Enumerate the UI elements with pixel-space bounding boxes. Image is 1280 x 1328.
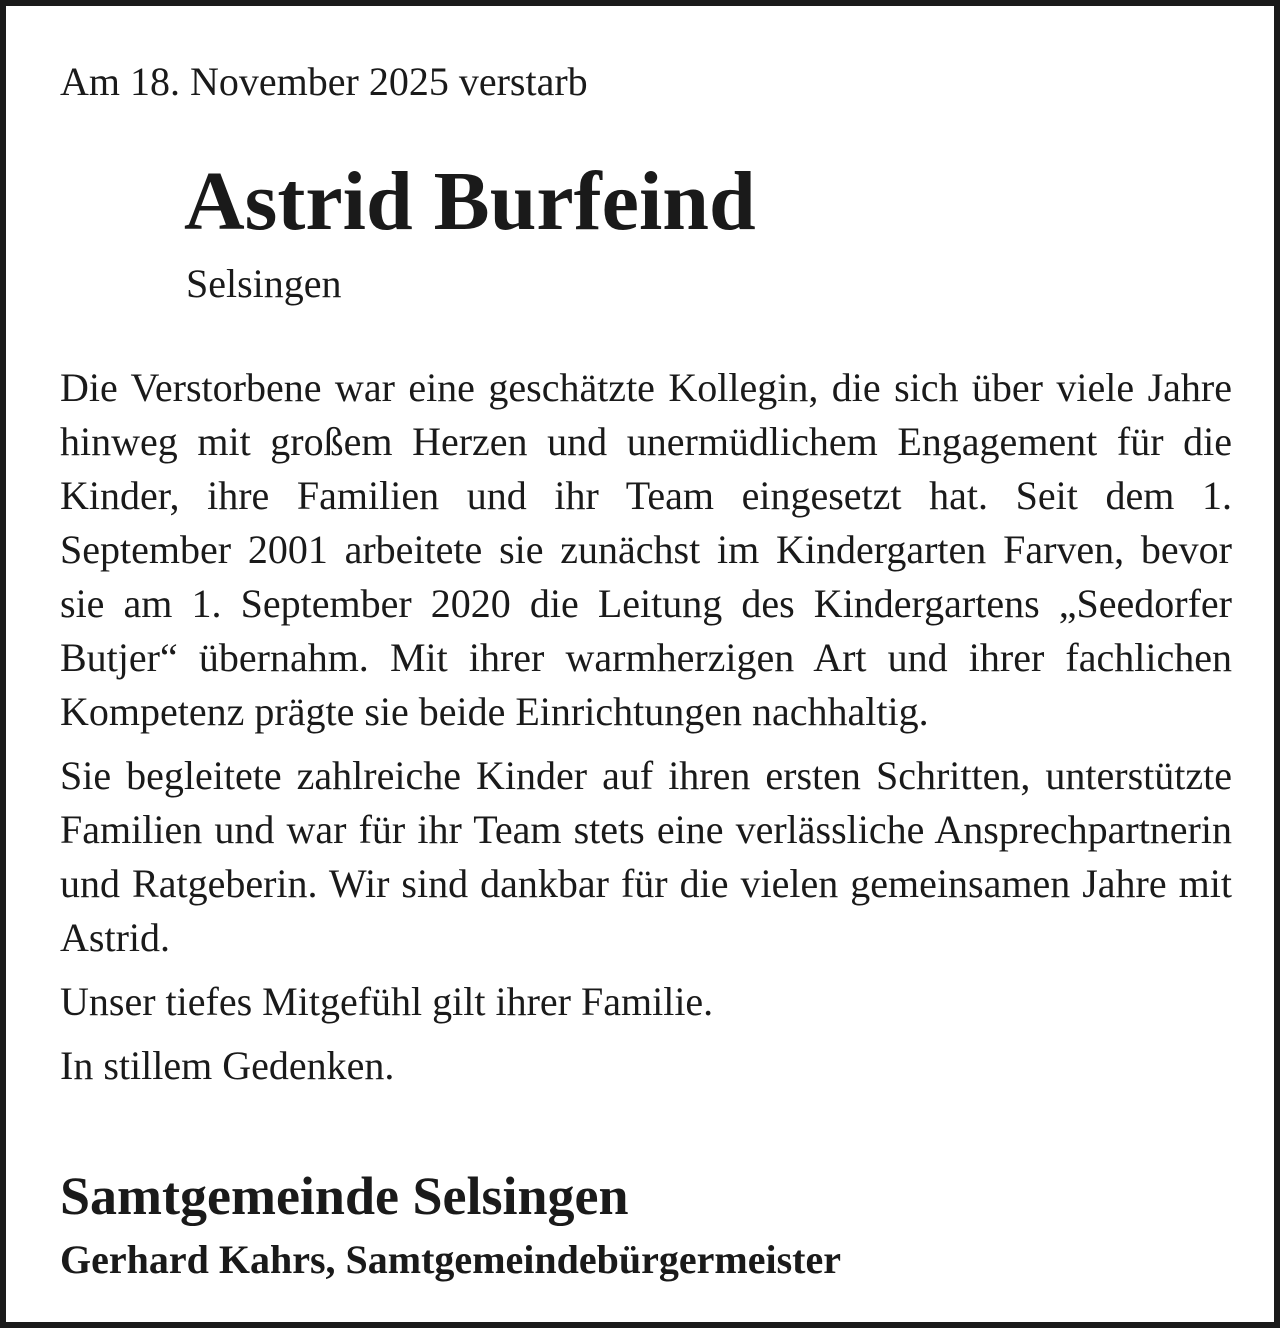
intro-line: Am 18. November 2025 verstarb <box>60 59 588 104</box>
organization-name: Samtgemeinde Selsingen <box>60 1166 629 1226</box>
paragraph-tribute: Sie begleitete zahlreiche Kinder auf ihren ersten Schritten, unterstützte Familien und war für ihr Team stets eine verlässliche Ansprechpartnerin und Ratgeberin. Wir sind dankbar für die vielen gemeinsamen Jahre mit Astrid. <box>60 753 1232 960</box>
deceased-place: Selsingen <box>186 261 342 306</box>
notice-body <box>60 361 1232 1103</box>
paragraph-closing: In stillem Gedenken. <box>60 1043 395 1088</box>
signer-line: Gerhard Kahrs, Samtgemeindebürgermeister <box>60 1237 841 1282</box>
paragraph-condolence: Unser tiefes Mitgefühl gilt ihrer Familie. <box>60 979 714 1024</box>
paragraph-career: Die Verstorbene war eine geschätzte Kollegin, die sich über viele Jahre hinweg mit großem Herzen und unermüdlichem Engagement für die Kinder, ihre Familien und ihr Team eingesetzt hat. Seit dem 1. September 2001 arbeitete sie zunächst im Kindergarten Farven, bevor sie am 1. September 2020 die Leitung des Kindergartens „Seedorfer Butjer“ übernahm. Mit ihrer warmherzigen Art und ihrer fachlichen Kompetenz prägte sie beide Einrichtungen nachhaltig. <box>60 365 1232 734</box>
deceased-name: Astrid Burfeind <box>184 155 756 248</box>
